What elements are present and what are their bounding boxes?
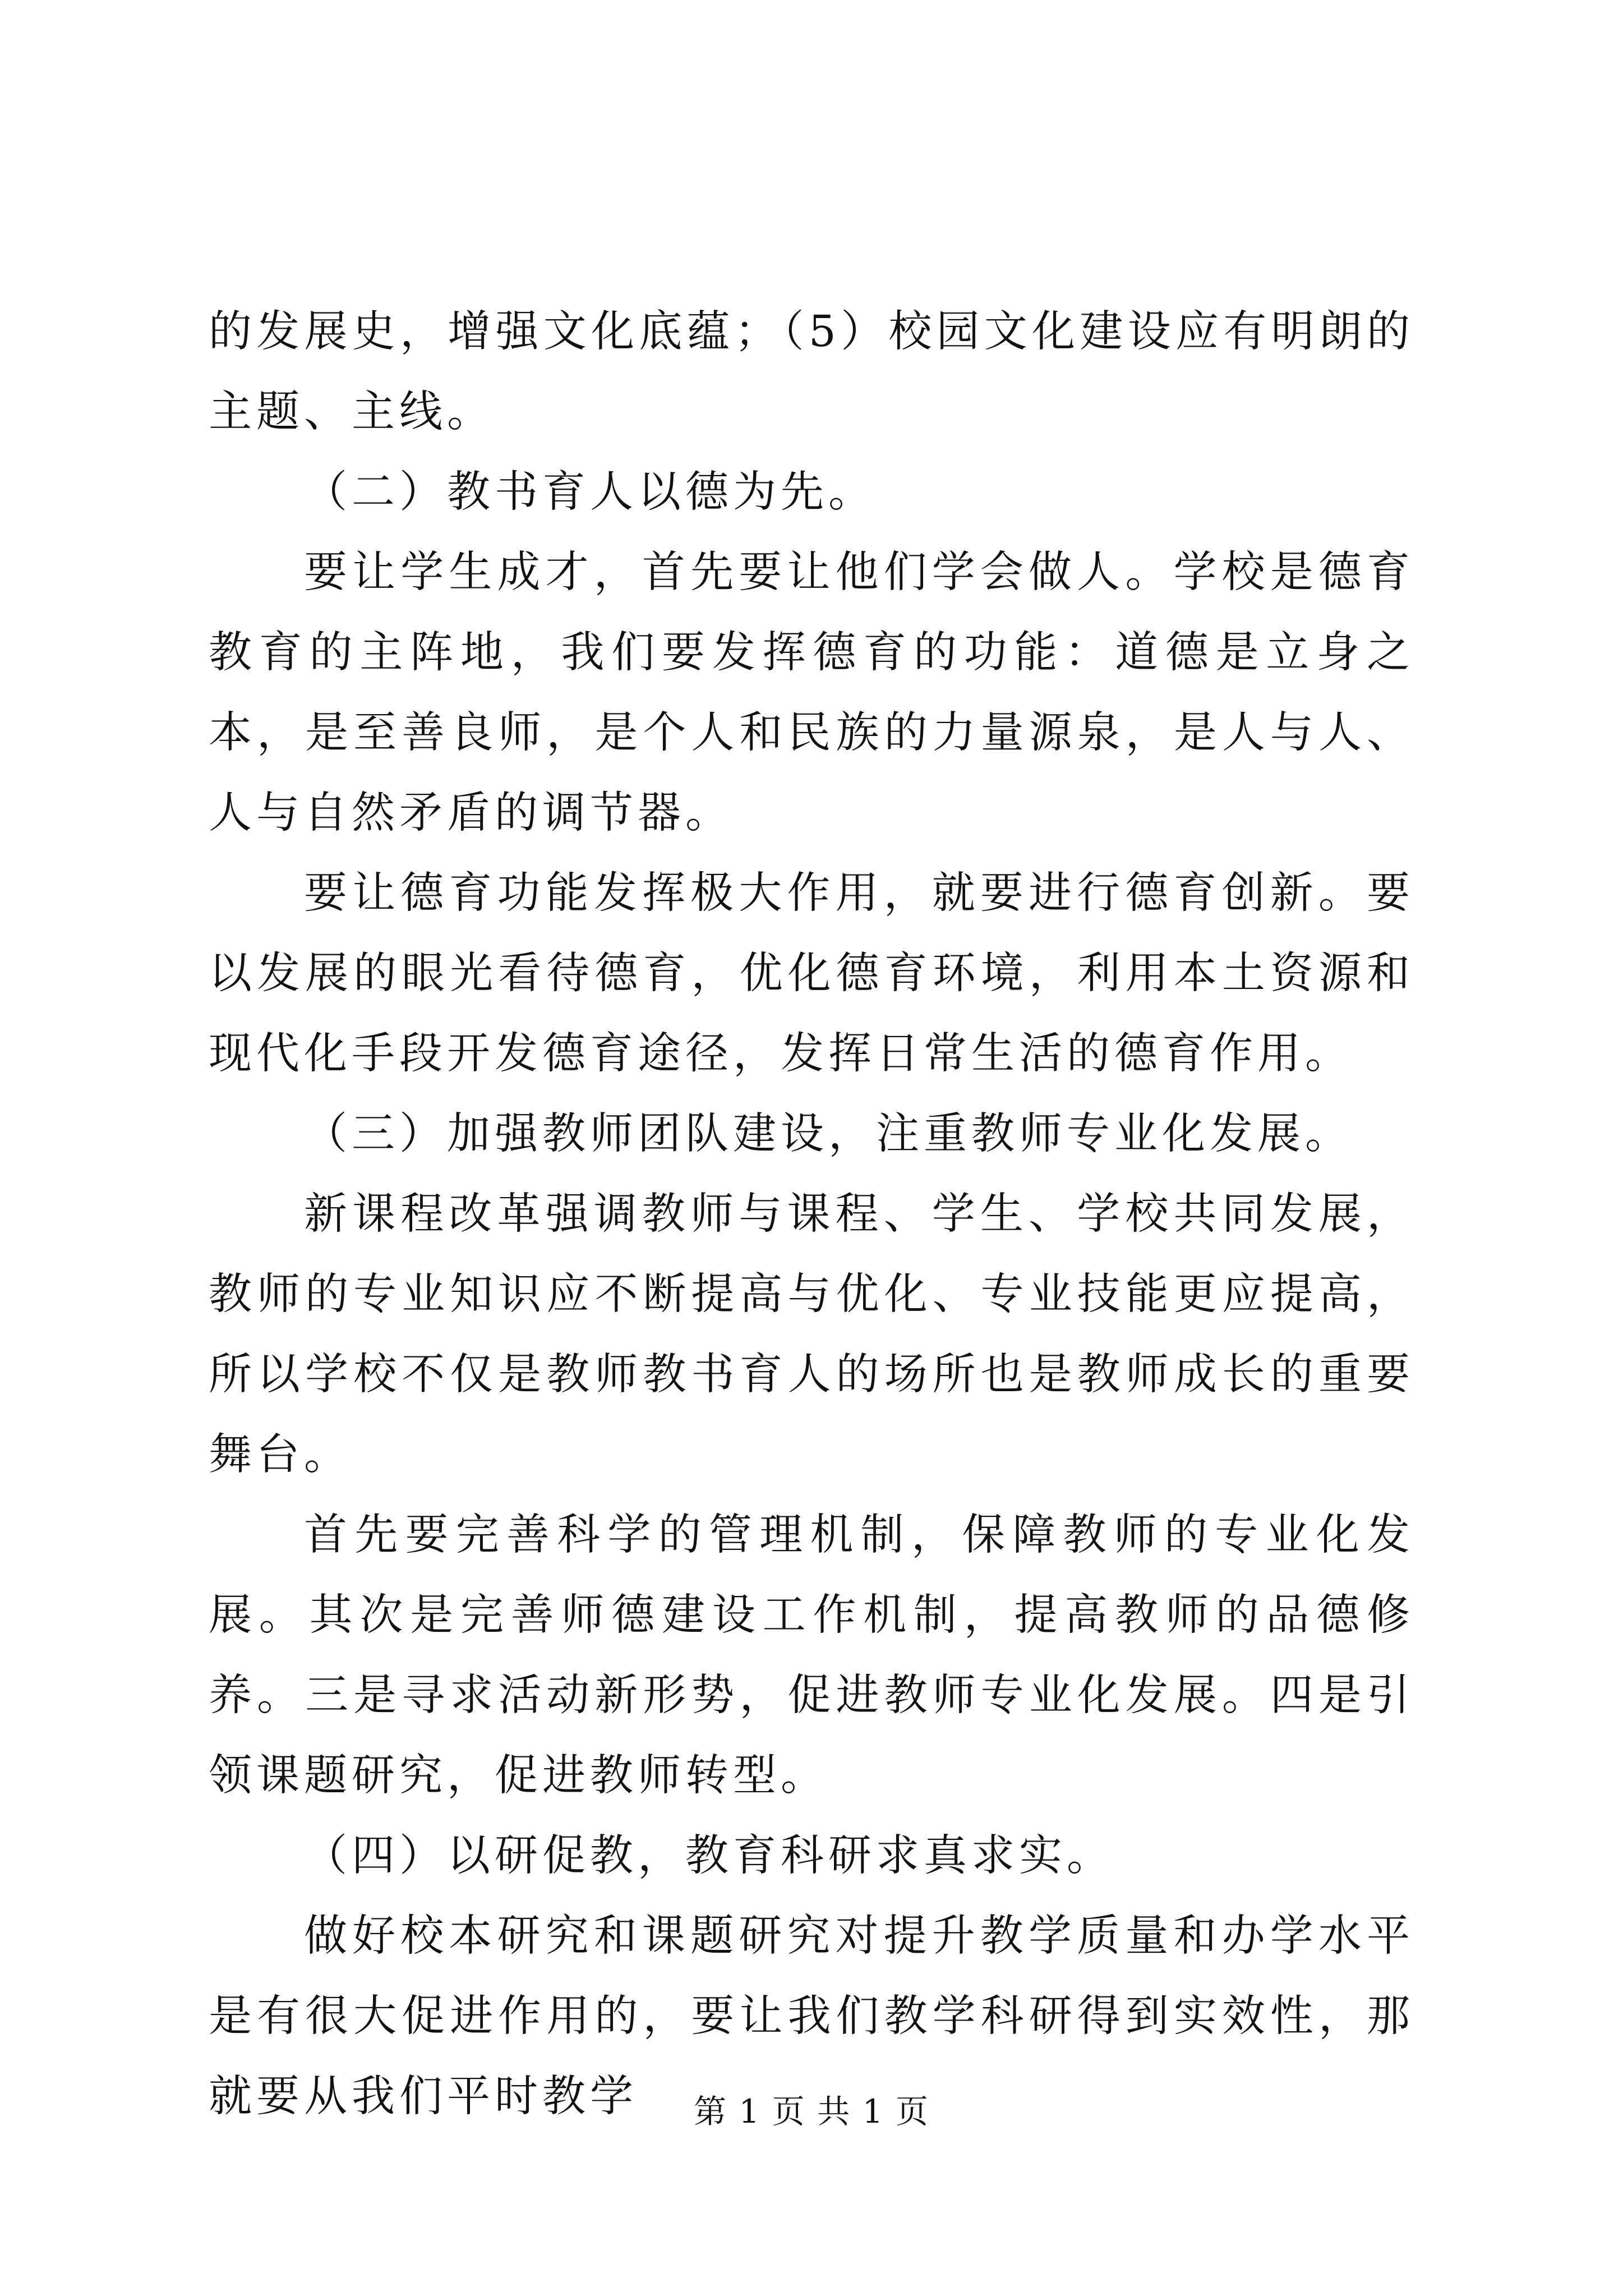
page-footer: 第 1 页 共 1 页 [694, 2092, 929, 2131]
paragraph-9: 做好校本研究和课题研究对提升教学质量和办学水平是有很大促进作用的，要让我们教学科研得到实效性，那就要从我们平时教学 [209, 1911, 1414, 2122]
section-heading-4: （四）以研促教，教育科研求真求实。 [304, 1831, 1114, 1881]
paragraph-4: 要让德育功能发挥极大作用，就要进行德育创新。要以发展的眼光看待德育，优化德育环境，利用本土资源和现代化手段开发德育途径，发挥日常生活的德育作用。 [209, 868, 1414, 1079]
section-heading-3: （三）加强教师团队建设，注重教师专业化发展。 [304, 1109, 1353, 1159]
paragraph-3: 要让学生成才，首先要让他们学会做人。学校是德育教育的主阵地，我们要发挥德育的功能：道德是立身之本，是至善良师，是个人和民族的力量源泉，是人与人、人与自然矛盾的调节器。 [209, 547, 1414, 838]
document-body [209, 292, 1414, 2137]
paragraph-6: 新课程改革强调教师与课程、学生、学校共同发展，教师的专业知识应不断提高与优化、专业技能更应提高，所以学校不仅是教师教书育人的场所也是教师成长的重要舞台。 [209, 1189, 1414, 1480]
paragraph-1: 的发展史，增强文化底蕴；（5）校园文化建设应有明朗的主题、主线。 [209, 307, 1414, 437]
paragraph-7: 首先要完善科学的管理机制，保障教师的专业化发展。其次是完善师德建设工作机制，提高教师的品德修养。三是寻求活动新形势，促进教师专业化发展。四是引领课题研究，促进教师转型。 [209, 1510, 1414, 1801]
section-heading-2: （二）教书育人以德为先。 [304, 467, 876, 517]
